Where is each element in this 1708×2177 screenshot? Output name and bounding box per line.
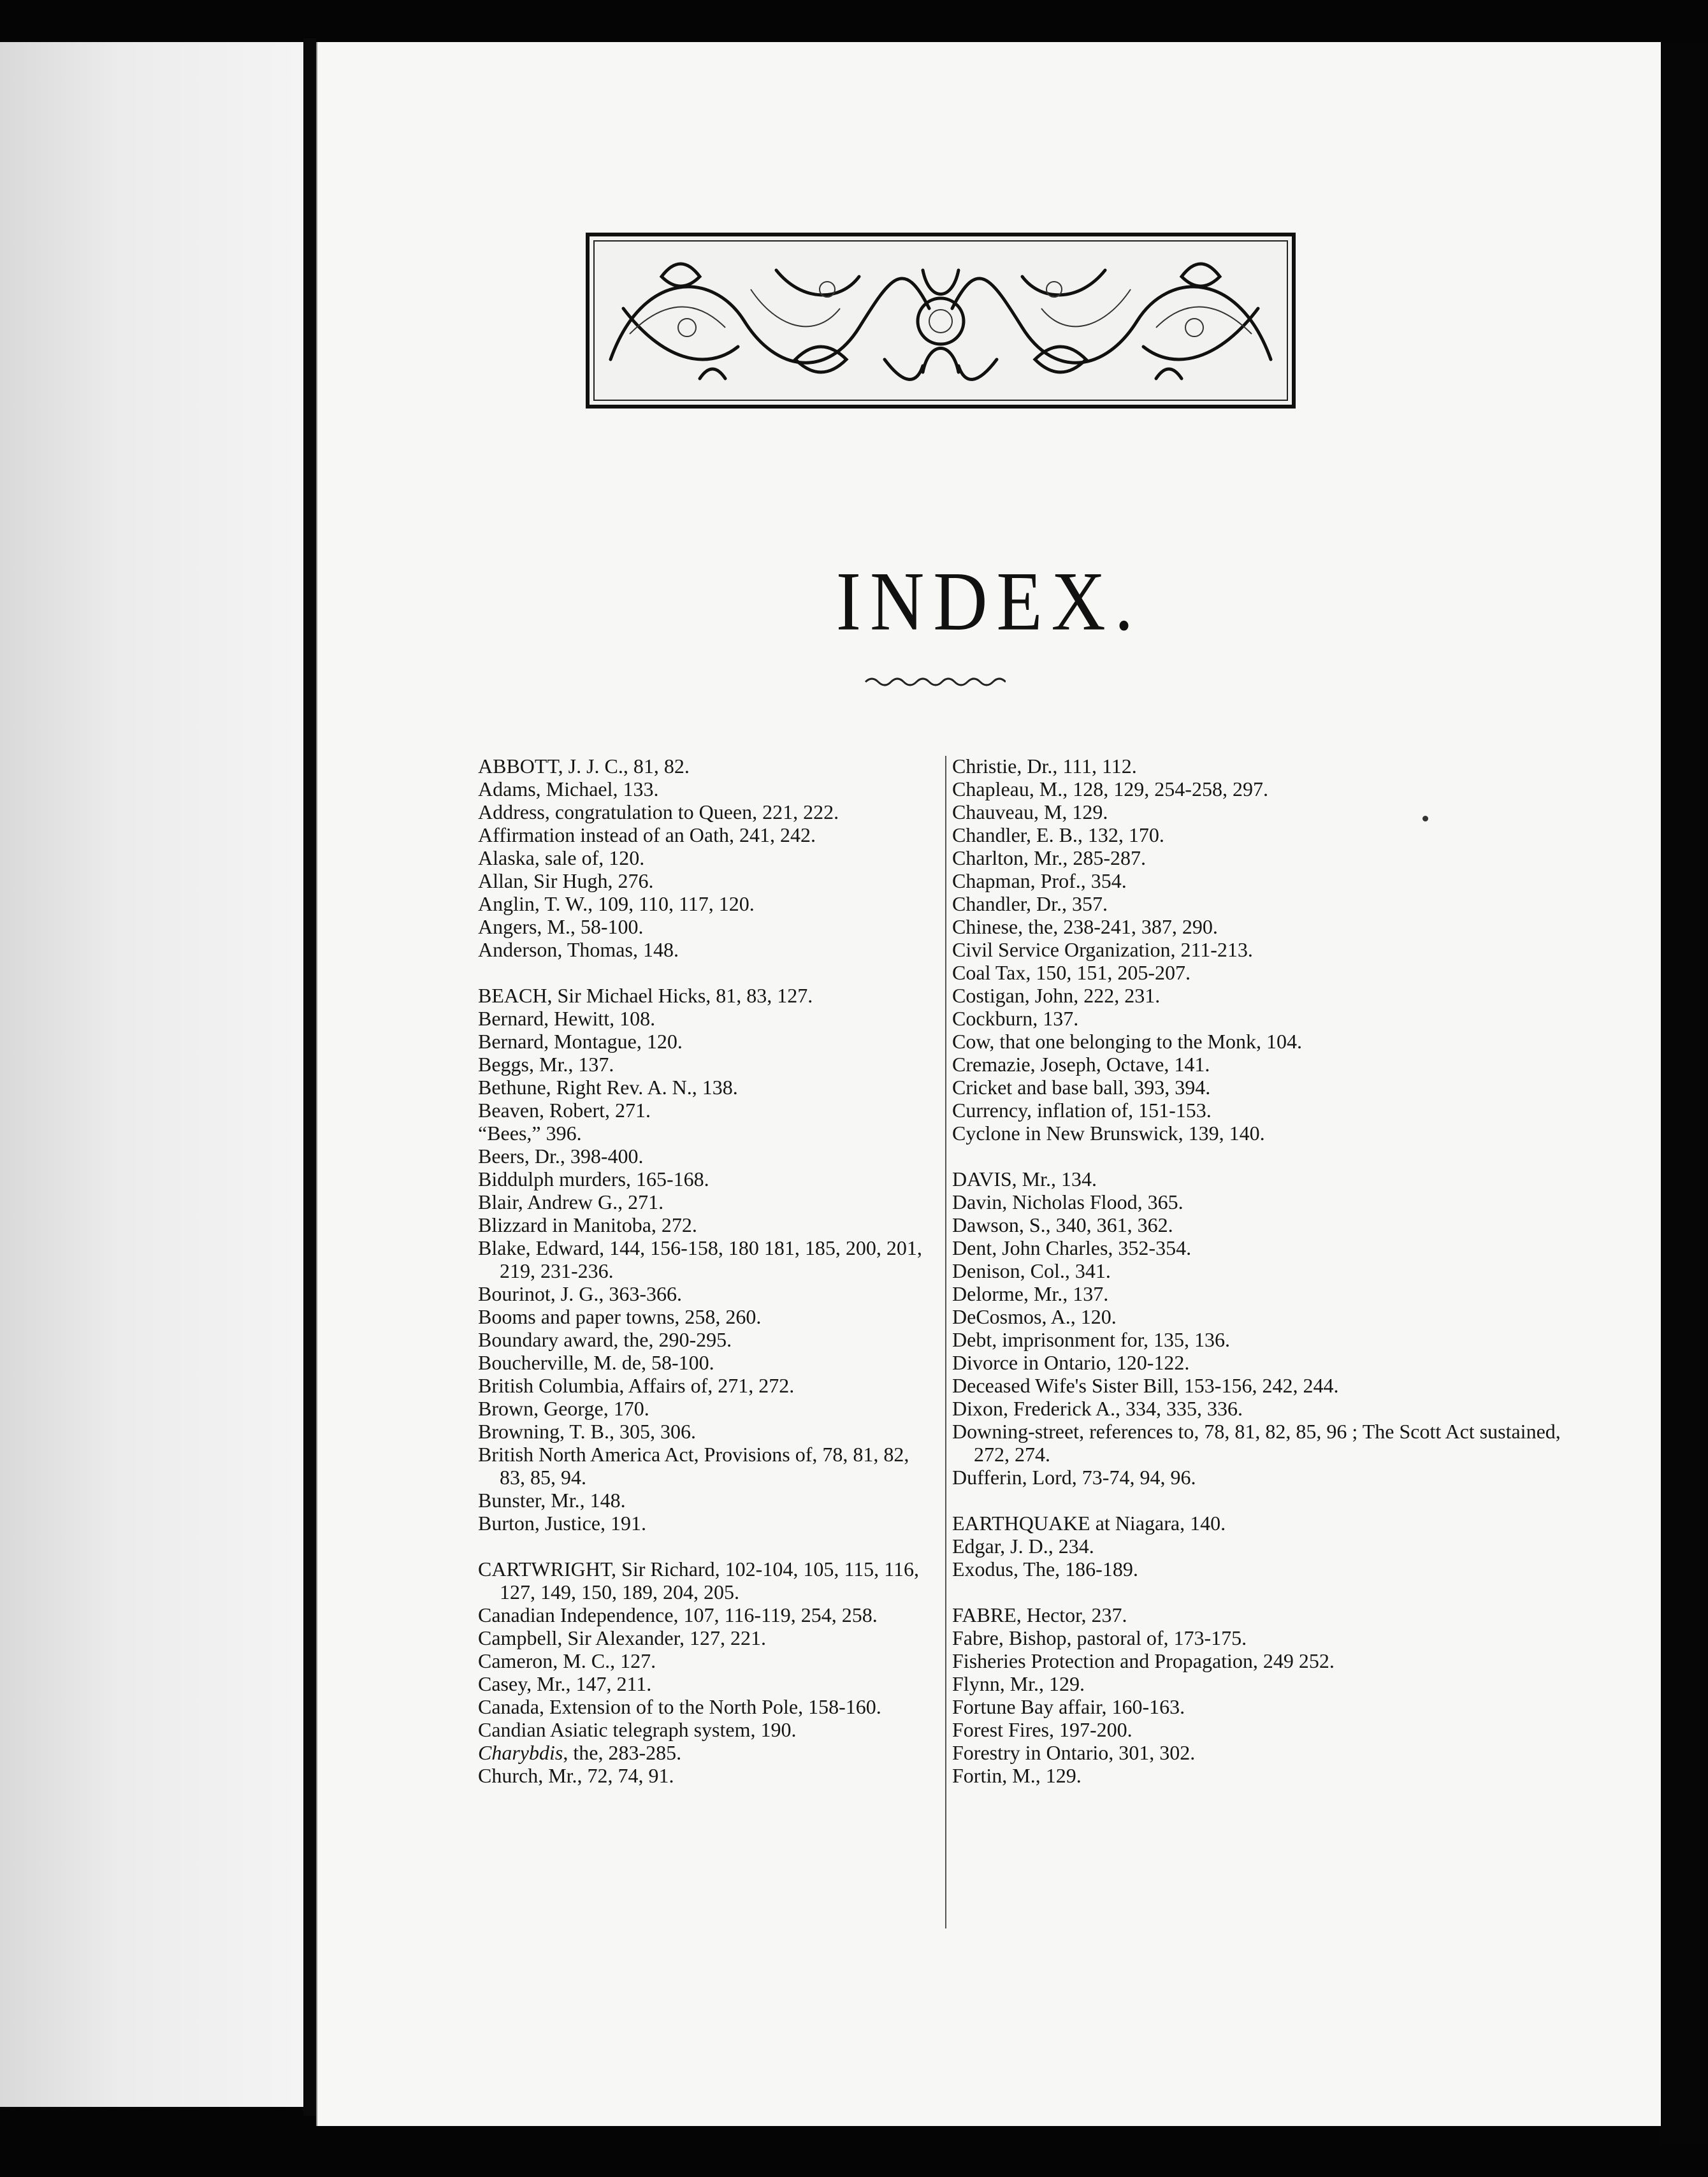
bleed-through-text <box>148 302 301 324</box>
index-entry: Delorme, Mr., 137. <box>952 1282 1109 1305</box>
index-entry: Fortune Bay affair, 160-163. <box>952 1695 1185 1718</box>
index-entry: CARTWRIGHT, Sir Richard, 102-104, 105, 115, 116, 127, 149, 150, 189, 204, 205. <box>478 1558 919 1603</box>
index-entry: Beggs, Mr., 137. <box>478 1053 614 1076</box>
index-entry: Biddulph murders, 165-168. <box>478 1168 709 1190</box>
italic-term: Charybdis <box>478 1741 563 1764</box>
index-entry: Blake, Edward, 144, 156-158, 180 181, 185, 200, 201, 219, 231-236. <box>478 1236 922 1282</box>
index-entry: Church, Mr., 72, 74, 91. <box>478 1764 674 1787</box>
index-entry: DeCosmos, A., 120. <box>952 1305 1117 1328</box>
scan-border <box>1660 42 1708 2145</box>
index-entry: Cow, that one belonging to the Monk, 104. <box>952 1030 1302 1053</box>
index-entry: Canada, Extension of to the North Pole, 158-160. <box>478 1695 881 1718</box>
index-entry: Divorce in Ontario, 120-122. <box>952 1351 1190 1374</box>
index-entry: Christie, Dr., 111, 112. <box>952 755 1137 778</box>
ink-speck <box>1422 816 1428 821</box>
section-gap <box>952 1580 1589 1603</box>
index-entry: Fortin, M., 129. <box>952 1764 1082 1787</box>
index-entry: Beaven, Robert, 271. <box>478 1099 651 1122</box>
index-entry: Forestry in Ontario, 301, 302. <box>952 1741 1196 1764</box>
index-entry: Anderson, Thomas, 148. <box>478 938 679 961</box>
index-entry: Forest Fires, 197-200. <box>952 1718 1133 1741</box>
index-column-right <box>952 755 1589 1787</box>
index-entry: British Columbia, Affairs of, 271, 272. <box>478 1374 795 1397</box>
entry-rest: , the, 283-285. <box>563 1741 682 1764</box>
index-entry: “Bees,” 396. <box>478 1122 582 1145</box>
index-entry: Canadian Independence, 107, 116-119, 254, 258. <box>478 1603 878 1626</box>
index-entry: Fisheries Protection and Propagation, 249 252. <box>952 1649 1335 1672</box>
index-entry: Cremazie, Joseph, Octave, 141. <box>952 1053 1210 1076</box>
index-entry: Exodus, The, 186-189. <box>952 1558 1138 1580</box>
index-entry: Cockburn, 137. <box>952 1007 1079 1030</box>
index-entry: Campbell, Sir Alexander, 127, 221. <box>478 1626 766 1649</box>
index-entry: ABBOTT, J. J. C., 81, 82. <box>478 755 690 778</box>
index-column-left <box>478 755 937 1787</box>
index-entry: Beers, Dr., 398-400. <box>478 1145 644 1168</box>
index-entry: Cricket and base ball, 393, 394. <box>952 1076 1211 1099</box>
index-entry: FABRE, Hector, 237. <box>952 1603 1127 1626</box>
index-entry: Cameron, M. C., 127. <box>478 1649 656 1672</box>
index-entry: Chandler, Dr., 357. <box>952 892 1108 915</box>
index-entry: Chapman, Prof., 354. <box>952 869 1127 892</box>
index-entry: DAVIS, Mr., 134. <box>952 1168 1097 1190</box>
index-entry: Davin, Nicholas Flood, 365. <box>952 1190 1183 1213</box>
index-entry: Burton, Justice, 191. <box>478 1512 646 1535</box>
index-entry: Blair, Andrew G., 271. <box>478 1190 664 1213</box>
index-entry: EARTHQUAKE at Niagara, 140. <box>952 1512 1226 1535</box>
index-entry: Cyclone in New Brunswick, 139, 140. <box>952 1122 1265 1145</box>
index-entry: Blizzard in Manitoba, 272. <box>478 1213 697 1236</box>
index-entry: Dent, John Charles, 352-354. <box>952 1236 1192 1259</box>
section-gap <box>478 1535 937 1558</box>
wavy-divider-icon <box>863 673 1006 691</box>
section-gap <box>952 1145 1589 1168</box>
index-entry: Chauveau, M, 129. <box>952 800 1108 823</box>
page-gutter <box>303 38 316 2116</box>
index-entry: Civil Service Organization, 211-213. <box>952 938 1253 961</box>
index-entry: Chandler, E. B., 132, 170. <box>952 823 1164 846</box>
decorative-headpiece <box>585 232 1296 409</box>
scroll-ornament-icon <box>585 232 1296 409</box>
index-entry: Dufferin, Lord, 73-74, 94, 96. <box>952 1466 1196 1489</box>
index-entry: Boucherville, M. de, 58-100. <box>478 1351 714 1374</box>
index-entry: Bernard, Hewitt, 108. <box>478 1007 656 1030</box>
column-divider <box>945 756 946 1928</box>
index-entry: British North America Act, Provisions of, 78, 81, 82, 83, 85, 94. <box>478 1443 909 1489</box>
index-entry: Brown, George, 170. <box>478 1397 649 1420</box>
index-entry: Chapleau, M., 128, 129, 254-258, 297. <box>952 778 1268 800</box>
index-entry: Dixon, Frederick A., 334, 335, 336. <box>952 1397 1243 1420</box>
index-entry: Deceased Wife's Sister Bill, 153-156, 242, 244. <box>952 1374 1339 1397</box>
index-entry: Chinese, the, 238-241, 387, 290. <box>952 915 1218 938</box>
index-entry: Costigan, John, 222, 231. <box>952 984 1161 1007</box>
index-entry: Fabre, Bishop, pastoral of, 173-175. <box>952 1626 1247 1649</box>
index-entry: Adams, Michael, 133. <box>478 778 659 800</box>
index-entry <box>478 1741 937 1764</box>
index-entry: Angers, M., 58-100. <box>478 915 644 938</box>
index-entry: Alaska, sale of, 120. <box>478 846 645 869</box>
section-gap <box>478 961 937 984</box>
index-entry: Dawson, S., 340, 361, 362. <box>952 1213 1173 1236</box>
index-entry: Bethune, Right Rev. A. N., 138. <box>478 1076 738 1099</box>
index-entry: Edgar, J. D., 234. <box>952 1535 1094 1558</box>
index-entry: Coal Tax, 150, 151, 205-207. <box>952 961 1191 984</box>
index-entry: Flynn, Mr., 129. <box>952 1672 1085 1695</box>
index-page <box>316 42 1661 2126</box>
index-entry: Boundary award, the, 290-295. <box>478 1328 732 1351</box>
index-entry: Allan, Sir Hugh, 276. <box>478 869 654 892</box>
index-entry: Bernard, Montague, 120. <box>478 1030 683 1053</box>
index-entry: Downing-street, references to, 78, 81, 82, 85, 96 ; The Scott Act sustained, 272, 274. <box>952 1420 1561 1466</box>
page-title: INDEX. <box>836 554 1143 648</box>
index-entry: Currency, inflation of, 151-153. <box>952 1099 1212 1122</box>
index-entry: Bunster, Mr., 148. <box>478 1489 626 1512</box>
index-entry: Address, congratulation to Queen, 221, 222. <box>478 800 839 823</box>
index-entry: Denison, Col., 341. <box>952 1259 1111 1282</box>
section-gap <box>952 1489 1589 1512</box>
index-entry: BEACH, Sir Michael Hicks, 81, 83, 127. <box>478 984 813 1007</box>
facing-page <box>0 42 303 2107</box>
index-entry: Charlton, Mr., 285-287. <box>952 846 1146 869</box>
index-entry: Booms and paper towns, 258, 260. <box>478 1305 762 1328</box>
index-entry: Affirmation instead of an Oath, 241, 242. <box>478 823 816 846</box>
index-entry: Anglin, T. W., 109, 110, 117, 120. <box>478 892 755 915</box>
index-entry: Debt, imprisonment for, 135, 136. <box>952 1328 1230 1351</box>
index-entry: Casey, Mr., 147, 211. <box>478 1672 652 1695</box>
index-entry: Browning, T. B., 305, 306. <box>478 1420 696 1443</box>
index-entry: Candian Asiatic telegraph system, 190. <box>478 1718 797 1741</box>
index-entry: Bourinot, J. G., 363-366. <box>478 1282 682 1305</box>
